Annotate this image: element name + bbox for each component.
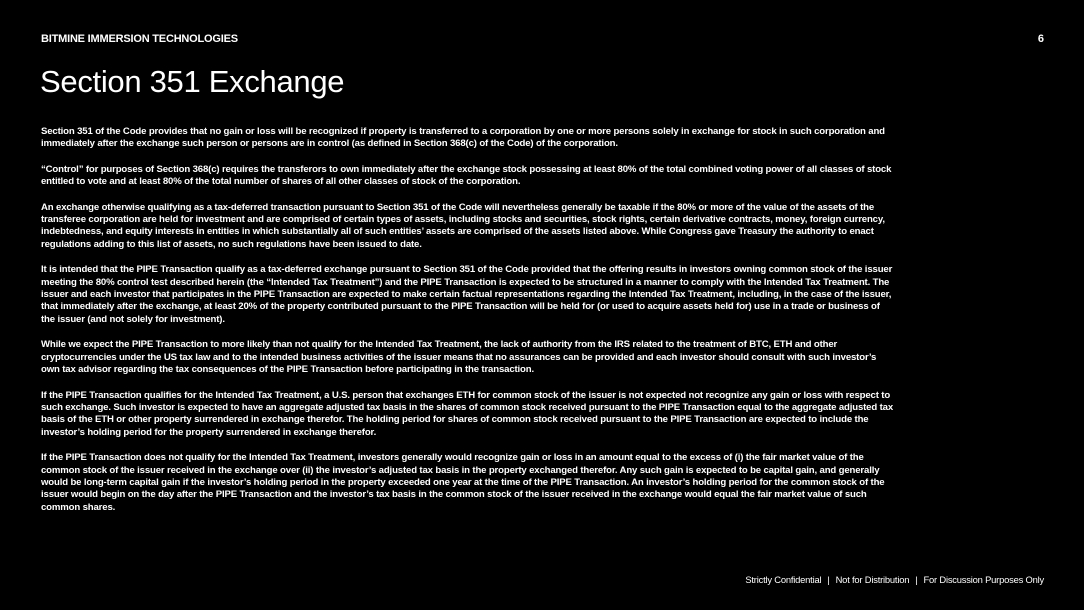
page-title: Section 351 Exchange	[40, 64, 345, 99]
footer-confidential: Strictly Confidential	[745, 574, 822, 585]
page-number: 6	[1037, 33, 1044, 45]
paragraph-if-qualifies: If the PIPE Transaction qualifies for the Intended Tax Treatment, a U.S. person that exchanges ETH for common stock of the issuer is not expected not recognize any gain or loss with respect to such exchange. Such investor is expected to have an aggregate adjusted tax basis in the shares of common stock received pursuant to the PIPE Transaction equal to the aggregate adjusted tax basis of the ETH or other property surrendered in exchange therefor. The holding period for shares of common stock received pursuant to the PIPE Transaction are expected to include the investor’s holding period for the property surrendered in exchange therefor.	[41, 389, 894, 438]
footer-separator: |	[915, 574, 918, 585]
footer-not-for-distribution: Not for Distribution	[835, 574, 910, 585]
body-text	[41, 126, 893, 527]
paragraph-no-assurance: While we expect the PIPE Transaction to more likely than not qualify for the Intended Tax Treatment, the lack of authority from the IRS related to the treatment of BTC, ETH and other cryptocurrencies under the US tax law and to the intended business activities of the issuer means that no assurances can be provided and each investor should consult with such investor’s own tax advisor regarding the tax consequences of the PIPE Transaction before participating in the transaction.	[41, 339, 877, 376]
company-name: BITMINE IMMERSION TECHNOLOGIES	[41, 33, 238, 45]
paragraph-section-351: Section 351 of the Code provides that no gain or loss will be recognized if property is transferred to a corporation by one or more persons solely in exchange for stock in such corporation and immediately after the exchange such person or persons are in control (as defined in Section 368(c) of the Code) of the corporation.	[41, 126, 885, 150]
paragraph-investment-company-exception: An exchange otherwise qualifying as a tax-deferred transaction pursuant to Section 351 of the Code will nevertheless generally be taxable if the 80% or more of the value of the assets of the transferee corporation are held for investment and are comprised of certain types of assets, including stocks and securities, stock rights, certain derivative contracts, money, foreign currency, indebtedness, and equity interests in entities in which substantially all of such entities’ assets are comprised of the assets listed above. While Congress gave Treasury the authority to enact regulations adding to this list of assets, no such regulations have been issued to date.	[41, 201, 885, 250]
paragraph-if-not-qualifies: If the PIPE Transaction does not qualify for the Intended Tax Treatment, investors generally would recognize gain or loss in an amount equal to the excess of (i) the fair market value of the common stock of the issuer received in the exchange over (ii) the investor’s adjusted tax basis in the property exchanged therefor. Any such gain is expected to be capital gain, and generally would be long-term capital gain if the investor’s holding period in the property exceeded one year at the time of the PIPE Transaction. An investor’s holding period for the common stock of the issuer would begin on the day after the PIPE Transaction and the investor’s tax basis in the common stock of the issuer received in the exchange would equal the fair market value of such common shares.	[41, 452, 885, 513]
paragraph-control-definition: “Control” for purposes of Section 368(c) requires the transferors to own immediately after the exchange stock possessing at least 80% of the total combined voting power of all classes of stock entitled to vote and at least 80% of the total number of shares of all other classes of stock of the corporation.	[41, 163, 892, 188]
paragraph-intended-tax-treatment: It is intended that the PIPE Transaction qualify as a tax-deferred exchange pursuant to Section 351 of the Code provided that the offering results in investors owning common stock of the issuer meeting the 80% control test described herein (the “Intended Tax Treatment”) and the PIPE Transaction is expected to be structured in a manner to comply with the Intended Tax Treatment. The issuer and each investor that participates in the PIPE Transaction are expected to make certain factual representations regarding the Intended Tax Treatment, including, in the case of the issuer, that immediately after the exchange, at least 20% of the property contributed pursuant to the PIPE Transaction will be held for (or used to acquire assets held for) use in a trade or business of the issuer (and not solely for investment).	[41, 264, 893, 325]
footer-discussion-purposes: For Discussion Purposes Only	[923, 574, 1044, 585]
footer-separator: |	[827, 574, 830, 585]
footer	[745, 574, 1044, 585]
